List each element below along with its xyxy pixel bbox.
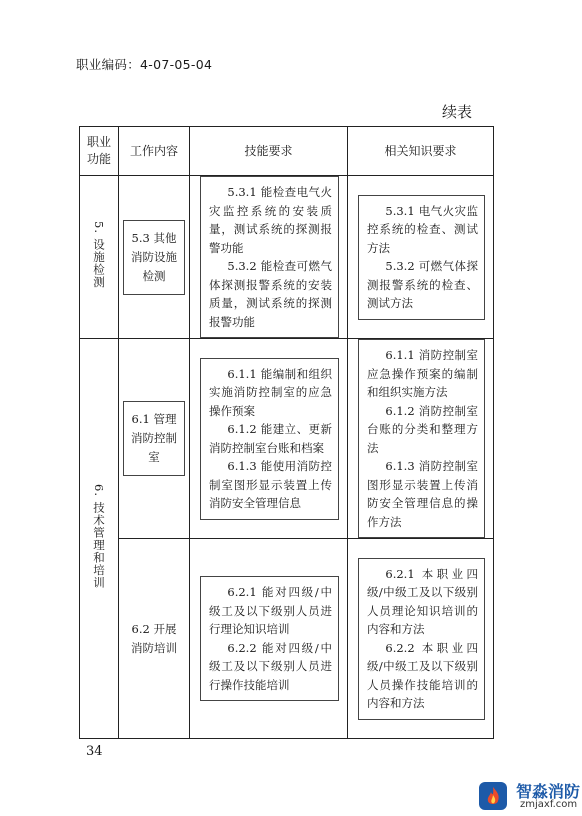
skills-table [79, 126, 494, 739]
knowledge-item: 5.3.2 可燃气体探测报警系统的检查、测试方法 [367, 259, 478, 310]
occupation-code: 职业编码：4-07-05-04 [76, 57, 213, 72]
skill-item: 5.3.2 能检查可燃气体探测报警系统的安装质量，测试系统的探测报警功能 [209, 259, 332, 329]
skill-item: 5.3.1 能检查电气火灾监控系统的安装质量，测试系统的探测报警功能 [209, 185, 332, 255]
knowledge-item: 5.3.1 电气火灾监控系统的检查、测试方法 [367, 203, 478, 255]
skill-item: 6.1.3 能使用消防控制室图形显示装置上传消防安全管理信息 [209, 459, 332, 510]
page-number: 34 [86, 744, 103, 759]
header-content: 工作内容 [119, 127, 190, 176]
table-row [80, 339, 494, 539]
function-label: 6. 技术管理和培训 [92, 483, 106, 590]
skills-cell [190, 176, 348, 339]
continued-label: 续表 [442, 103, 473, 121]
content-cell [119, 339, 190, 539]
brand-logo[interactable] [476, 777, 582, 816]
header-knowledge: 相关知识要求 [348, 127, 494, 176]
table-row [80, 539, 494, 739]
skills-cell [190, 539, 348, 739]
skill-item: 6.2.2 能对四级/中级工及以下级别人员进行操作技能培训 [209, 640, 332, 692]
knowledge-item: 6.1.2 消防控制室台账的分类和整理方法 [367, 403, 478, 455]
function-label: 5. 设施检测 [92, 221, 106, 289]
content-cell [119, 176, 190, 339]
logo-url: zmjaxf.com [520, 799, 578, 810]
content-label: 6.2 开展消防培训 [131, 621, 177, 655]
knowledge-cell [348, 339, 494, 539]
knowledge-item: 6.2.2 本职业四级/中级工及以下级别人员操作技能培训的内容和方法 [367, 640, 478, 710]
flame-logo-icon [476, 779, 510, 813]
knowledge-item: 6.1.3 消防控制室图形显示装置上传消防安全管理信息的操作方法 [367, 459, 478, 529]
skill-item: 6.1.1 能编制和组织实施消防控制室的应急操作预案 [209, 366, 332, 418]
header-function: 职业功能 [80, 127, 119, 176]
knowledge-item: 6.1.1 消防控制室应急操作预案的编制和组织实施方法 [367, 348, 478, 399]
knowledge-item: 6.2.1 本职业四级/中级工及以下级别人员理论知识培训的内容和方法 [367, 566, 478, 636]
logo-name: 智淼消防 [516, 782, 581, 801]
table-row [80, 176, 494, 339]
header-skills: 技能要求 [190, 127, 348, 176]
skill-item: 6.2.1 能对四级/中级工及以下级别人员进行理论知识培训 [209, 585, 332, 636]
function-cell [80, 176, 119, 339]
skills-cell [190, 339, 348, 539]
content-label: 5.3 其他消防设施检测 [131, 230, 177, 283]
knowledge-cell [348, 539, 494, 739]
knowledge-cell [348, 176, 494, 339]
content-cell [119, 539, 190, 739]
table-header-row [80, 127, 494, 176]
function-cell [80, 339, 119, 739]
content-label: 6.1 管理消防控制室 [131, 412, 177, 464]
skill-item: 6.1.2 能建立、更新消防控制室台账和档案 [209, 422, 332, 455]
